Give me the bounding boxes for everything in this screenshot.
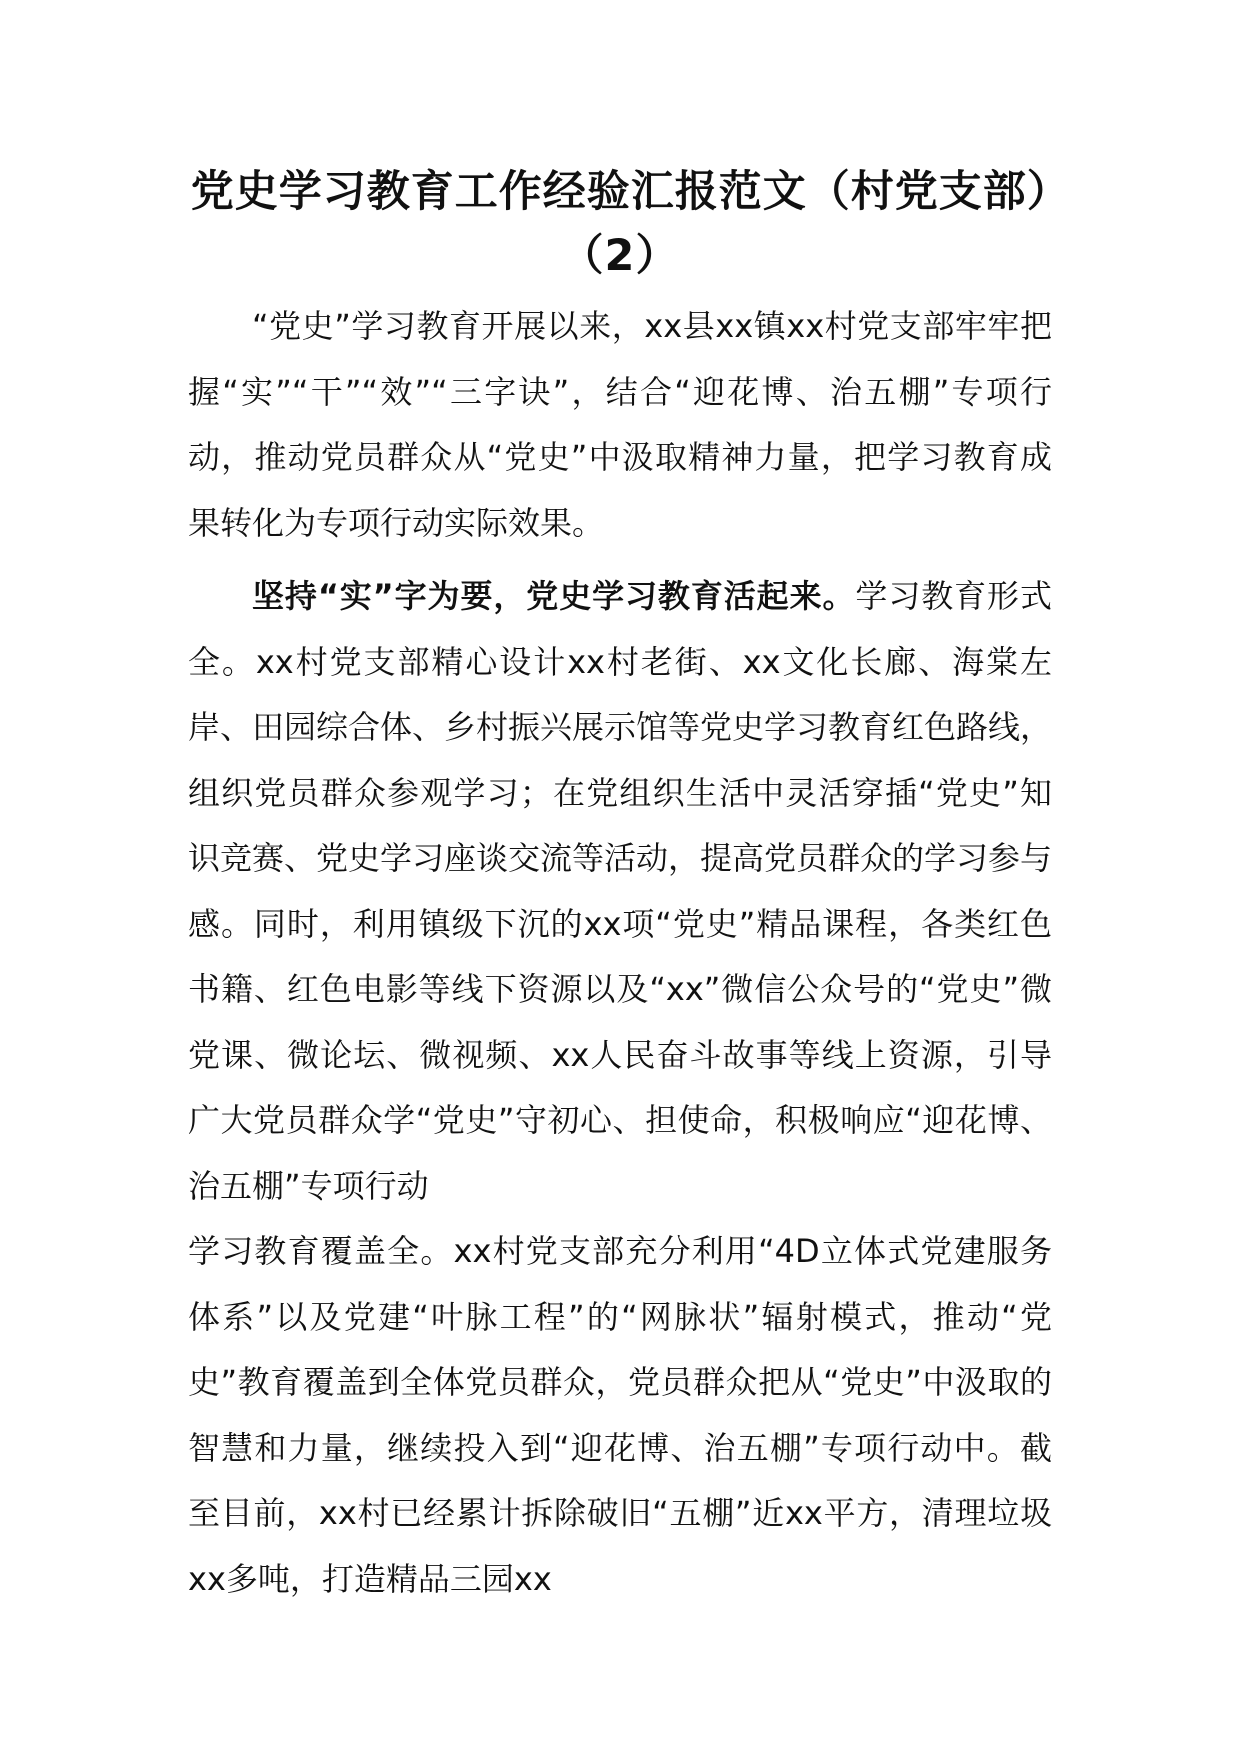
paragraph-practice	[188, 564, 1052, 1219]
document-title: 党史学习教育工作经验汇报范文（村党支部）（2）	[190, 167, 1050, 281]
document-body	[188, 160, 1052, 1612]
paragraph-practice-lead: 坚持“实”字为要，党史学习教育活起来。	[252, 577, 856, 615]
paragraph-practice-text: 学习教育形式全。xx村党支部精心设计xx村老街、xx文化长廊、海棠左岸、田园综合体、乡村振兴展示馆等党史学习教育红色路线，组织党员群众参观学习；在党组织生活中灵活穿插“党史”知识竞赛、党史学习座谈交流等活动，提高党员群众的学习参与感。同时，利用镇级下沉的xx项“党史”精品课程，各类红色书籍、红色电影等线下资源以及“xx”微信公众号的“党史”微党课、微论坛、微视频、xx人民奋斗故事等线上资源，引导广大党员群众学“党史”守初心、担使命，积极响应“迎花博、治五棚”专项行动	[188, 577, 1053, 1205]
paragraph-coverage	[188, 1219, 1052, 1612]
paragraph-intro-text: “党史”学习教育开展以来，xx县xx镇xx村党支部牢牢把握“实”“干”“效”“三字诀”，结合“迎花博、治五棚”专项行动，推动党员群众从“党史”中汲取精神力量，把学习教育成果转化为专项行动实际效果。	[188, 307, 1052, 542]
document-content	[188, 294, 1052, 1612]
paragraph-intro	[188, 294, 1052, 556]
paragraph-coverage-text: 学习教育覆盖全。xx村党支部充分利用“4D立体式党建服务体系”以及党建“叶脉工程”的“网脉状”辐射模式，推动“党史”教育覆盖到全体党员群众，党员群众把从“党史”中汲取的智慧和力量，继续投入到“迎花博、治五棚”专项行动中。截至目前，xx村已经累计拆除破旧“五棚”近xx平方，清理垃圾xx多吨，打造精品三园xx	[188, 1232, 1052, 1598]
